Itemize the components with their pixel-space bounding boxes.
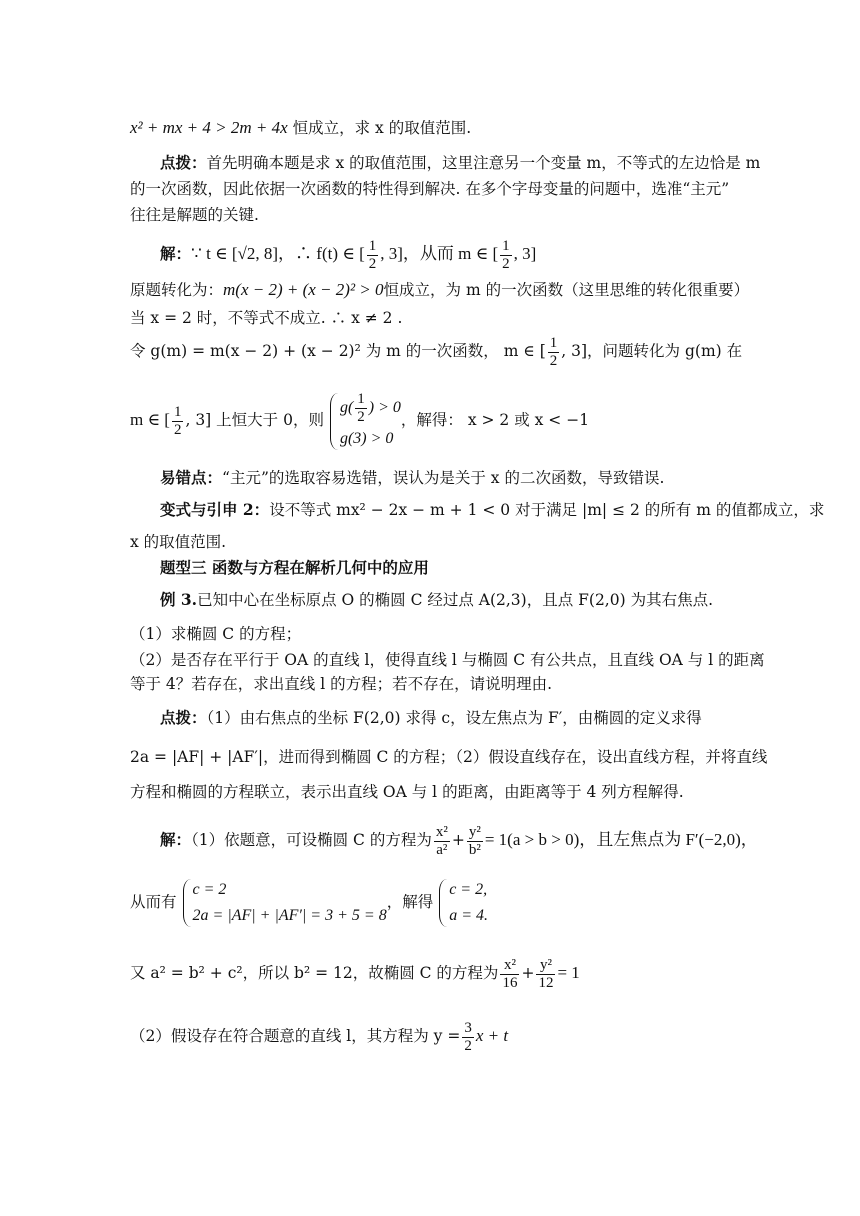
hint-paragraph-1: 点拨：首先明确本题是求 x 的取值范围，这里注意另一个变量 m，不等式的左边恰是 m bbox=[160, 153, 761, 172]
transform-line: 原题转化为：m(x − 2) + (x − 2)² > 0恒成立，为 m 的一次函数（这里思维的转化很重要） bbox=[130, 280, 750, 299]
problem-continuation: x² + mx + 4 > 2m + 4x 恒成立，求 x 的取值范围. bbox=[130, 118, 472, 137]
inequality-system: g( $\frac{1}{2}$ ) > 0 g(3) > 0 bbox=[328, 391, 401, 452]
let-line: 令 g(m) = m(x − 2) + (x − 2)² 为 m 的一次函数， m ∈ [ $\frac{1}{2}$ , 3]，问题转化为 g(m) 在 bbox=[130, 334, 743, 369]
solution-3: 解：（1）依题意，可设椭圆 C 的方程为 $\frac{\text{x²}}{\text{a²}}$ + $\frac{\text{y²}}{\text{b²}}$ = 1(a > b > 0)，且左焦点为 F′(−2,0)， bbox=[160, 823, 758, 858]
inequality: x² + mx + 4 > 2m + 4x bbox=[130, 118, 288, 137]
fraction: $\frac{1}{2}$ bbox=[173, 403, 182, 438]
example-3: 例 3.已知中心在坐标原点 O 的椭圆 C 经过点 A(2,3)，且点 F(2,0) 为其右焦点. bbox=[160, 590, 713, 609]
fraction: $\frac{1}{2}$ bbox=[368, 237, 377, 272]
when-line: 当 x = 2 时，不等式不成立. ∴ x ≠ 2 . bbox=[130, 309, 403, 327]
variant-2: 变式与引申 2：设不等式 mx² − 2x − m + 1 < 0 对于满足 |m| ≤ 2 的所有 m 的值都成立，求 bbox=[160, 500, 825, 519]
hint-3: 点拨：（1）由右焦点的坐标 F(2,0) 求得 c，设左焦点为 F′，由椭圆的定义求得 bbox=[160, 708, 702, 727]
fraction: $\frac{1}{2}$ bbox=[502, 237, 510, 272]
section-heading: 题型三 函数与方程在解析几何中的应用 bbox=[160, 558, 429, 577]
question-2-solution: （2）假设存在符合题意的直线 l，其方程为 y = $\frac{3}{2}$ x + t bbox=[130, 1019, 509, 1054]
condition-line: m ∈ [ $\frac{1}{2}$ , 3] 上恒大于 0，则 g( $\frac{1}{2}$ ) > 0 g(3) > 0 ，解得： x > 2 或 x < −1 bbox=[130, 390, 750, 452]
solution-1: 解：∵ t ∈ [√2, 8]，∴ f(t) ∈ [ $\frac{1}{2}$ , 3]，从而 m ∈ [ $\frac{1}{2}$ , 3] bbox=[160, 237, 537, 272]
document-page: x² + mx + 4 > 2m + 4x 恒成立，求 x 的取值范围. 点拨：首先明确本题是求 x 的取值范围，这里注意另一个变量 m，不等式的左边恰是 m 的一次函数，因此依据一次函数的特性得到解决. 在多个字母变量的问题中，选准“主元” 往往是解题的关键. 解：∵ t ∈ [√2, 8]，∴ f(t) ∈ [ $\frac{1}{2}$ , 3]，从而 m ∈ [ $\frac{1}{2}$ , 3] 原题转化为：m(x − 2) + (x − 2)² > 0恒成立，为 m 的一次函数（这里思维的转化很重要） 当 x = 2 时，不等式不成立. ∴ x ≠ 2 . 令 g(m) = m(x − 2) + (x − 2)² 为 m 的一次函数， m ∈ [ $\frac{1}{2}$ , 3]，问题转化为 g(m) 在 m ∈ [ $\frac{1}{2}$ , 3] 上恒大于 0，则 g( $\frac{1}{2}$ ) > 0 g(3) > 0 ，解得： x > 2 或 x < −1 易错点：“主元”的选取容易选错，误认为是关于 x 的二次函数，导致错误. 变式与引申 2：设不等式 mx² − 2x − m + 1 < 0 对于满足 |m| ≤ 2 的所有 m 的值都成立，求 x 的取值范围. 题型三 函数与方程在解析几何中的应用 例 3.已知中心在坐标原点 O 的椭圆 C 经过点 A(2,3)，且点 F(2,0) 为其右焦点. （1）求椭圆 C 的方程； （2）是否存在平行于 OA 的直线 l，使得直线 l 与椭圆 C 有公共点，且直线 OA 与 l 的距离 等于 4？若存在，求出直线 l 的方程；若不存在，请说明理由. 点拨：（1）由右焦点的坐标 F(2,0) 求得 c，设左焦点为 F′，由椭圆的定义求得 2a = |AF| + |AF′|，进而得到椭圆 C 的方程；（2）假设直线存在，设出直线方程，并将直线 方程和椭圆的方程联立，表示出直线 OA 与 l 的距离，由距离等于 4 列方程解得. 解：（1）依题意，可设椭圆 C 的方程为 $\frac{\text{x²}}{\text{a²}}$ + $\frac{\text{y²}}{\text{b²}}$ = 1(a > b > 0)，且左焦点为 F′(−2,0)， 从而有 c = 2 2a = |AF| + |AF′| = 3 + 5 = 8 ，解得 c = 2, a = 4. 又 a² = b² + c²，所以 b² = 12，故椭圆 C 的方程为 $\frac{\text{x²}}{16}$ + $\frac{\text{y²}}{12}$ = 1 （2）假设存在符合题意的直线 l，其方程为 y = $\frac{3}{2}$ x + t bbox=[0, 0, 860, 1216]
question-2: （2）是否存在平行于 OA 的直线 l，使得直线 l 与椭圆 C 有公共点，且直线 OA 与 l 的距离 bbox=[130, 651, 765, 669]
fraction: $\frac{1}{2}$ bbox=[549, 334, 558, 369]
error-point: 易错点：“主元”的选取容易选错，误认为是关于 x 的二次函数，导致错误. bbox=[160, 468, 665, 487]
ellipse-result: 又 a² = b² + c²，所以 b² = 12，故椭圆 C 的方程为 $\frac{\text{x²}}{16}$ + $\frac{\text{y²}}{12}$ = 1 bbox=[130, 956, 580, 991]
system-line: 从而有 c = 2 2a = |AF| + |AF′| = 3 + 5 = 8 ，解得 c = 2, a = 4. bbox=[130, 874, 750, 930]
question-1: （1）求椭圆 C 的方程； bbox=[130, 625, 302, 643]
